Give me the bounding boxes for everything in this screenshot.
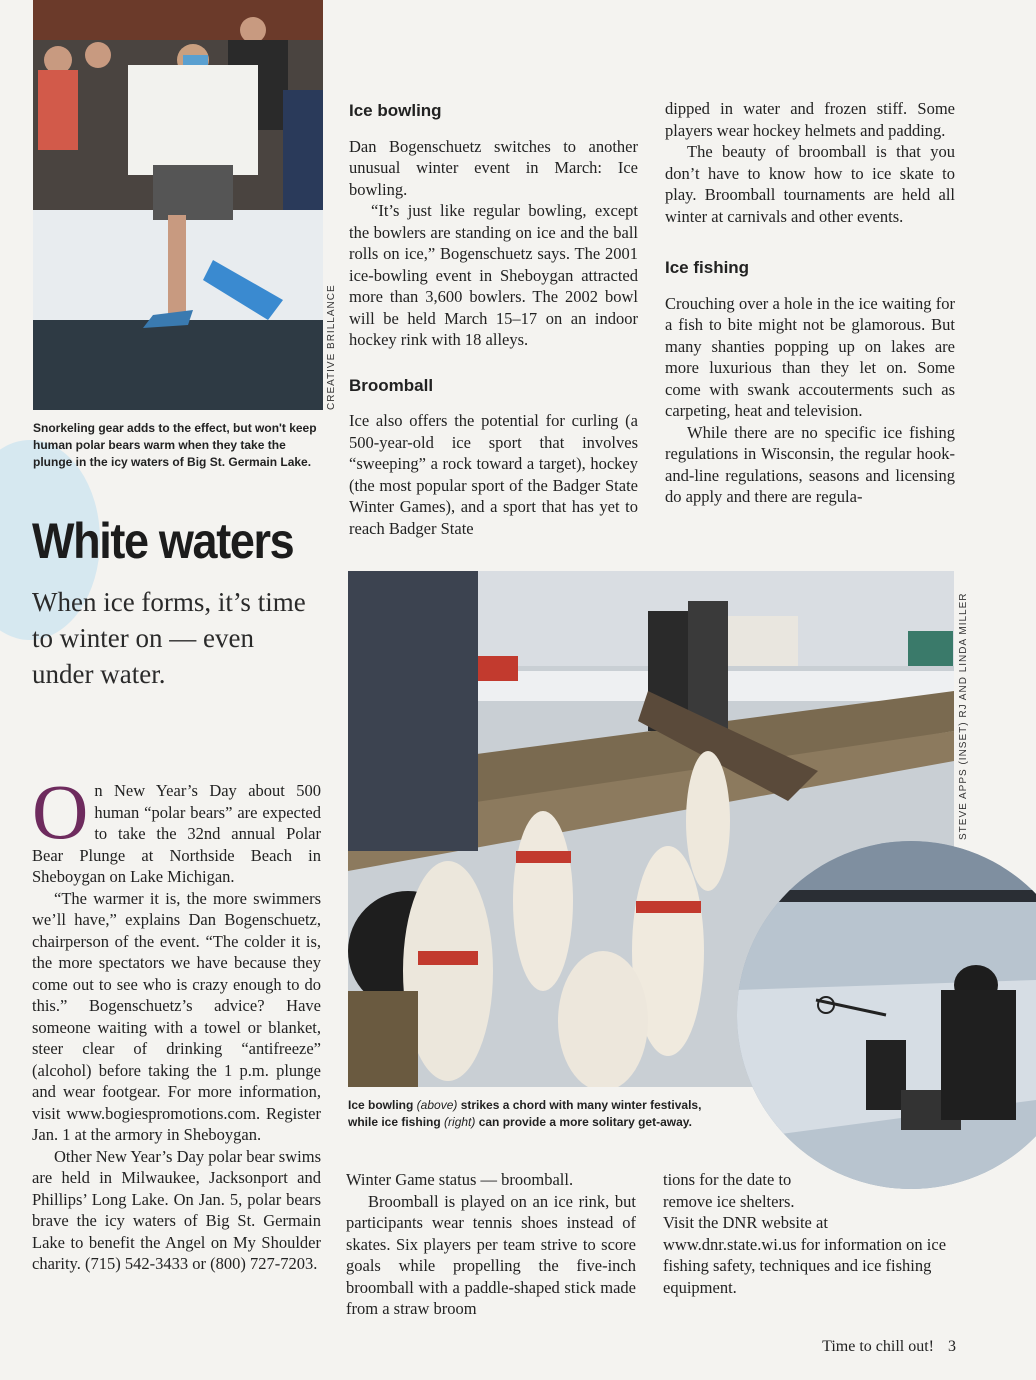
paragraph: Winter Game status — broomball.	[346, 1170, 574, 1189]
paragraph: Ice also offers the potential for curling (a 500-year-old ice sport that involves “sweeping” a rock toward a target), hockey (the most popular sport of the Badger State Winter Games), and a sport that has yet to reach Badger State	[349, 411, 638, 538]
paragraph: While there are no specific ice fishing regulations in Wisconsin, the regular hook-and-line regulations, seasons and licensing do apply and there are regula-	[665, 422, 955, 506]
caption-text: strikes a chord with many winter festivals, while ice fishing	[348, 1098, 702, 1129]
paragraph: dipped in water and frozen stiff. Some players wear hockey helmets and padding.	[665, 99, 955, 140]
paragraph: tions for the date to remove ice shelters.	[663, 1170, 795, 1211]
page-footer	[822, 1338, 956, 1356]
bowling-photo-credit: STEVE APPS (INSET) RJ AND LINDA MILLER	[958, 592, 969, 840]
paragraph: “The warmer it is, the more swimmers we’ll have,” explains Dan Bogenschuetz, chairperson of the event. “The colder it is, the more spectators we have because they come out to see who is crazy enough to do this.” Bogenschuetz’s advice? Have someone waiting with a towel or blanket, steer clear of drinking “antifreeze” (alcohol) before taking the 1 p.m. plunge and wear footgear. For more information, visit www.bogiespromotions.com. Register Jan. 1 at the armory in Sheboygan.	[32, 888, 321, 1144]
caption-text: can provide a more solitary get-away.	[475, 1115, 692, 1129]
drop-cap: O	[32, 768, 89, 855]
footer-section-title: Time to chill out!	[822, 1338, 934, 1355]
plunge-photo-credit: CREATIVE BRILLANCE	[326, 284, 337, 410]
paragraph: Crouching over a hole in the ice waiting for a fish to bite might not be glamorous. But many shanties popping up on lakes are more luxurious than they let on. Some come with swank accouterments such as carpeting, heat and television.	[665, 293, 955, 420]
paragraph-intro	[32, 768, 321, 888]
subhead-broomball: Broomball	[349, 375, 434, 395]
column-3-top	[665, 98, 955, 508]
paragraph: Other New Year’s Day polar bear swims are held in Milwaukee, Jacksonport and Phillips’ Long Lake. On Jan. 5, polar bears brave the icy waters of Big St. Germain Lake to benefit the Angel on My Shoulder charity. (715) 542-3433 or (800) 727-7203.	[32, 1146, 321, 1273]
intro-text: n New Year’s Day about 500 human “polar bears” are expected to take the 32nd annual Polar Bear Plunge at Northside Beach in Sheboygan on Lake Michigan.	[32, 781, 321, 886]
caption-text: (right)	[444, 1115, 476, 1129]
article-deck: When ice forms, it’s time to winter on — even under water.	[32, 587, 306, 689]
column-3-bottom	[663, 1169, 953, 1298]
ice-fishing-inset-photo	[736, 840, 1036, 1190]
paragraph: Dan Bogenschuetz switches to another unusual winter event in March: Ice bowling.	[349, 136, 638, 199]
caption-text: (above)	[416, 1098, 458, 1112]
subhead-ice-fishing: Ice fishing	[665, 258, 750, 277]
paragraph: Broomball is played on an ice rink, but participants wear tennis shoes instead of skates. Six players per team strive to score goals while propelling the five-inch broomball with a paddle-shaped stick made from a straw broom	[346, 1191, 636, 1318]
page-number: 3	[948, 1338, 956, 1355]
bowling-photo-caption	[348, 1097, 728, 1131]
polar-plunge-photo	[33, 0, 323, 410]
column-1	[32, 768, 321, 1275]
paragraph: The beauty of broomball is that you don’t have to know how to ice skate to play. Broomball tournaments are held all winter at carnivals and other events.	[665, 142, 955, 226]
column-2-top	[349, 100, 638, 539]
column-2-bottom	[346, 1169, 636, 1320]
caption-text: Ice bowling	[348, 1098, 417, 1112]
plunge-photo-caption: Snorkeling gear adds to the effect, but won't keep human polar bears warm when they take the plunge in the icy waters of Big St. Germain Lake.	[33, 421, 317, 469]
subhead-ice-bowling: Ice bowling	[349, 101, 442, 120]
article-headline: White waters	[32, 513, 294, 569]
paragraph: “It’s just like regular bowling, except the bowlers are standing on ice and the ball rolls on ice,” Bogenschuetz says. The 2001 ice-bowling event in Sheboygan attracted more than 3,600 bowlers. The 2002 bowl will be held March 15–17 on an indoor hockey rink with 18 alleys.	[349, 201, 638, 349]
paragraph: Visit the DNR website at www.dnr.state.wi.us for information on ice fishing safety, techniques and ice fishing equipment.	[663, 1213, 947, 1297]
